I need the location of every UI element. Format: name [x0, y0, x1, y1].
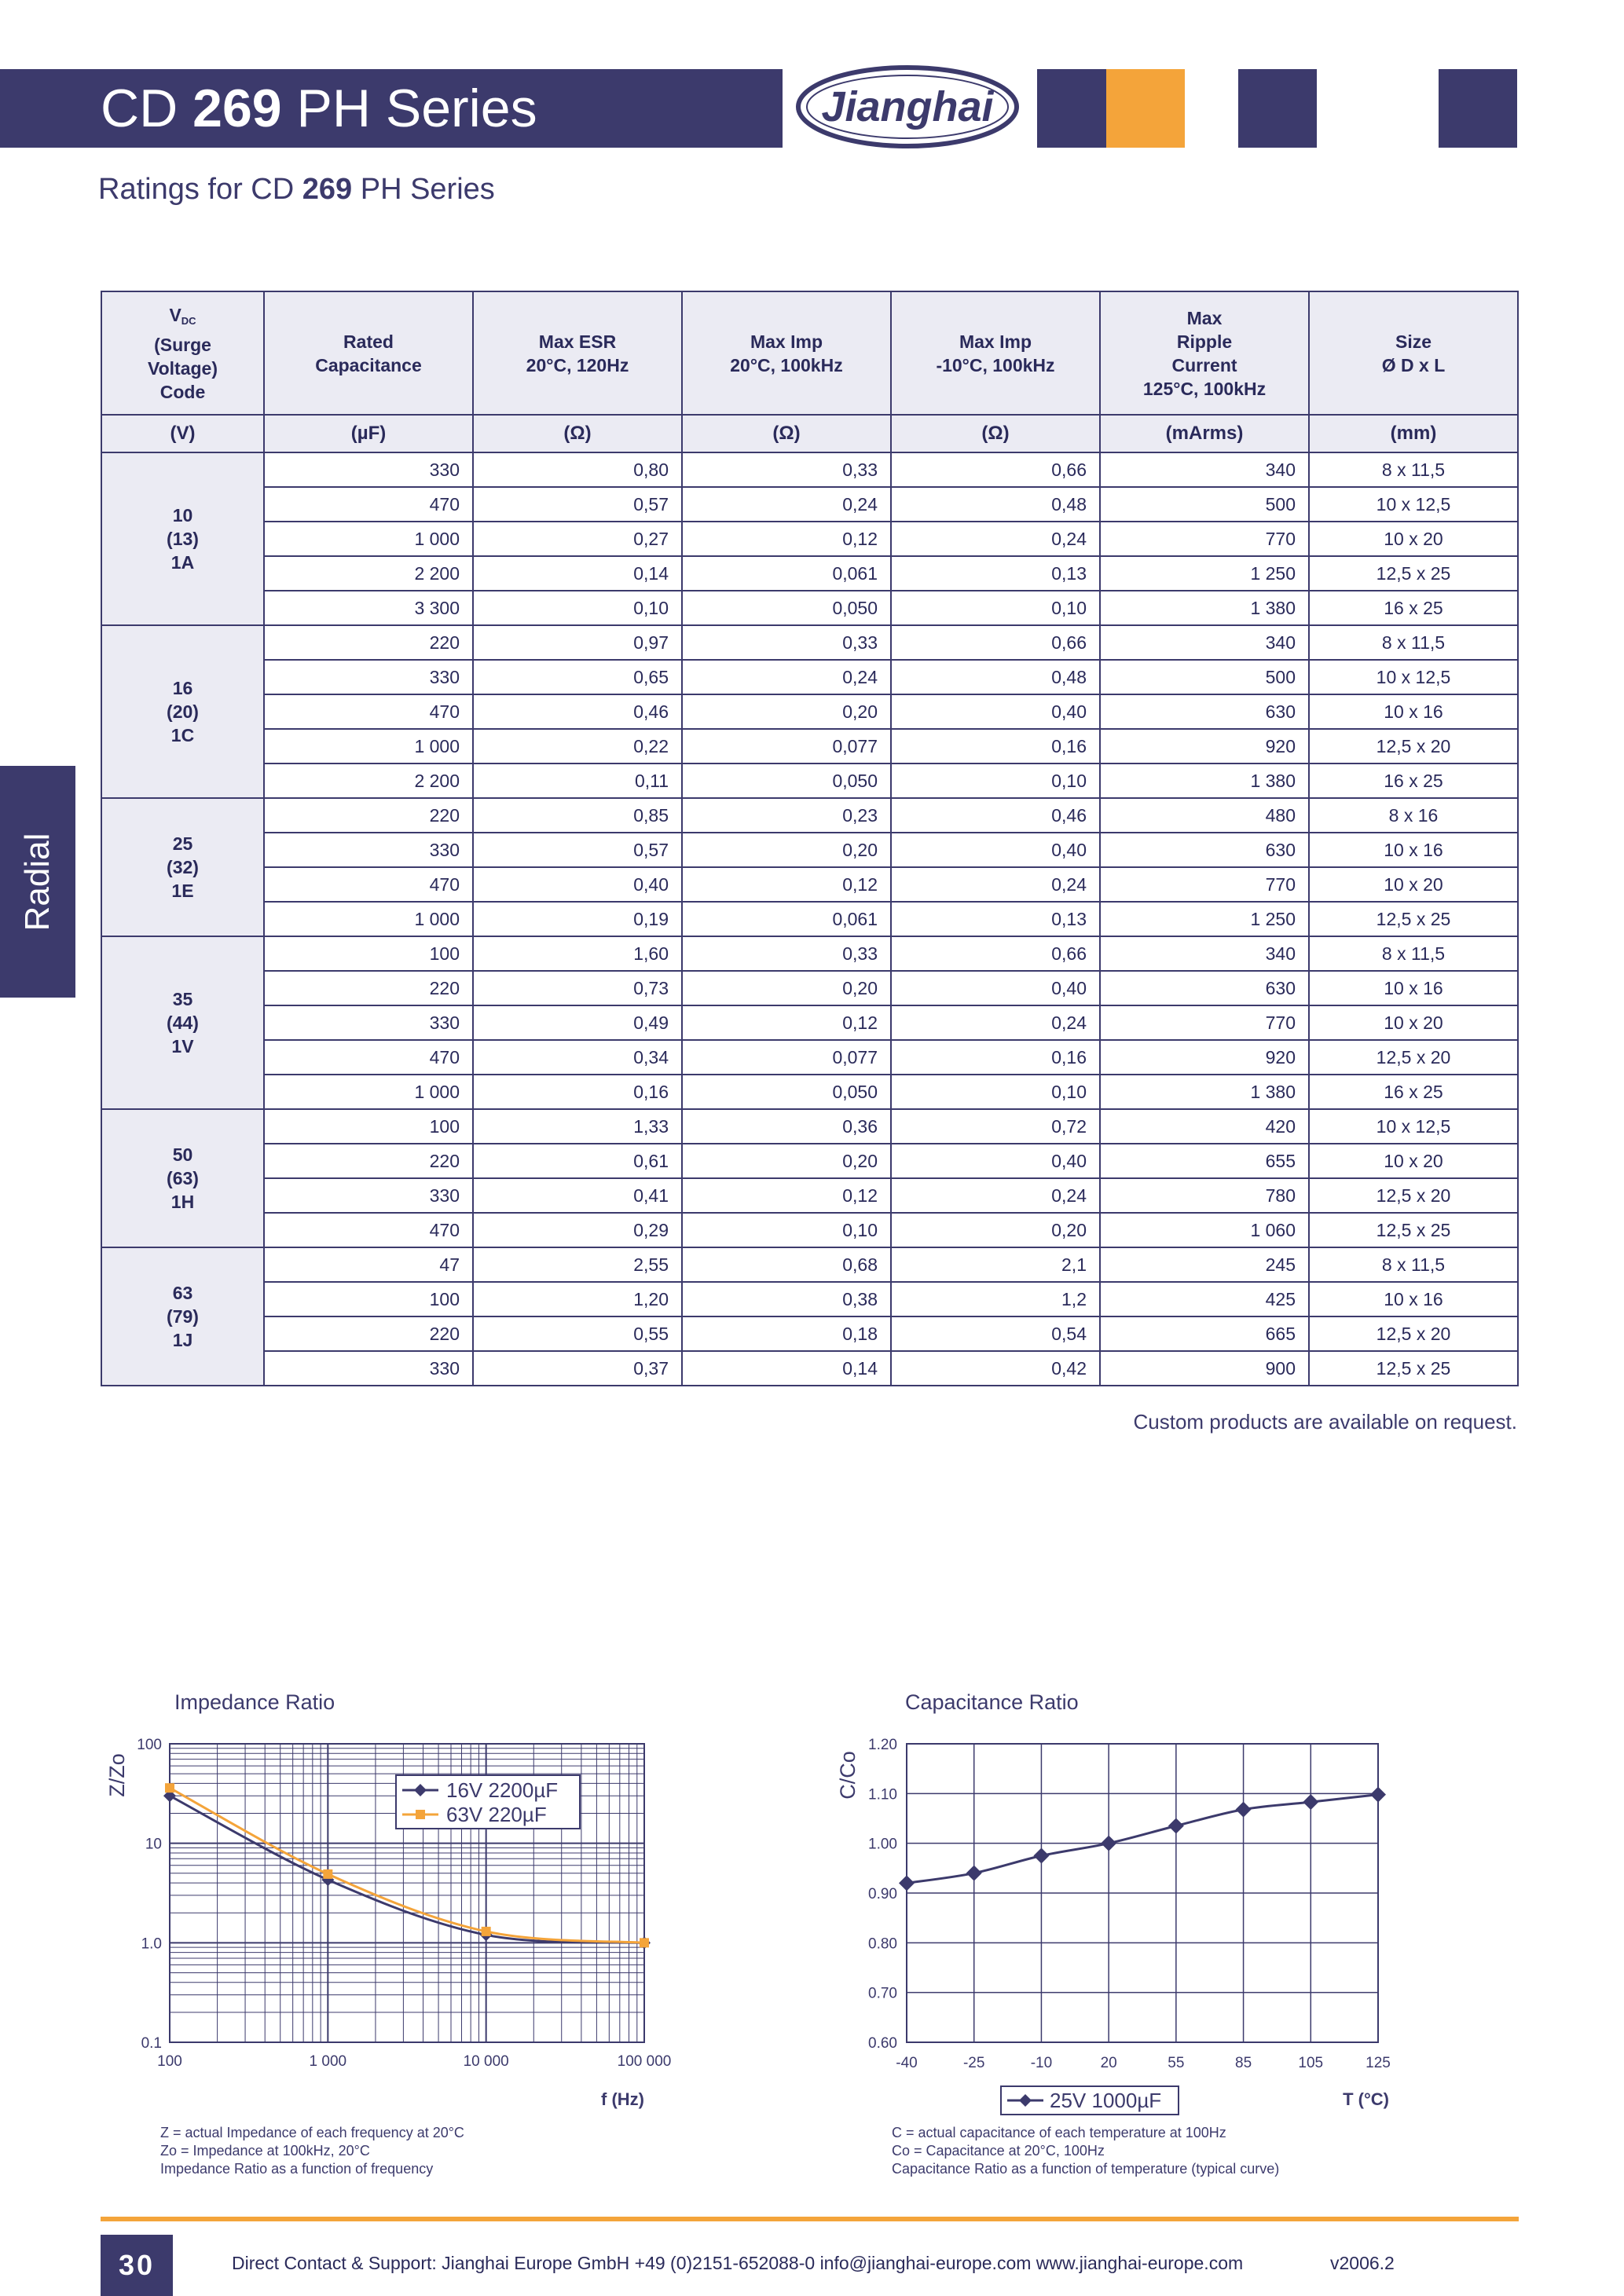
table-cell: 3 300: [264, 591, 473, 625]
table-cell: 1 250: [1100, 902, 1309, 936]
table-cell: 0,10: [682, 1213, 891, 1247]
impedance-notes: [160, 2124, 464, 2178]
table-cell: 1 380: [1100, 1075, 1309, 1109]
y-axis-label: Z/Zo: [105, 1753, 129, 1797]
capacitance-notes: [892, 2124, 1279, 2178]
table-cell: 340: [1100, 625, 1309, 660]
table-cell: 100: [264, 936, 473, 971]
table-cell: 0,10: [891, 764, 1100, 798]
data-point: [482, 1927, 491, 1936]
table-cell: 630: [1100, 694, 1309, 729]
table-cell: 630: [1100, 833, 1309, 867]
table-cell: 0,40: [473, 867, 682, 902]
table-cell: 0,66: [891, 625, 1100, 660]
note-line: Zo = Impedance at 100kHz, 20°C: [160, 2143, 370, 2159]
table-cell: 1 380: [1100, 591, 1309, 625]
unit-header: (Ω): [891, 415, 1100, 452]
table-cell: 1,60: [473, 936, 682, 971]
table-cell: 0,20: [682, 971, 891, 1005]
table-cell: 10 x 16: [1309, 694, 1518, 729]
legend-label: 63V 220µF: [446, 1803, 547, 1826]
table-cell: 0,050: [682, 764, 891, 798]
table-cell: 0,24: [891, 867, 1100, 902]
table-cell: 10 x 16: [1309, 971, 1518, 1005]
y-tick-label: 10: [145, 1836, 162, 1853]
ratings-table: [101, 291, 1519, 1386]
table-cell: 0,24: [891, 522, 1100, 556]
table-cell: 340: [1100, 452, 1309, 487]
table-row: [101, 1075, 1518, 1109]
table-cell: 0,14: [682, 1351, 891, 1386]
table-cell: 0,40: [891, 971, 1100, 1005]
table-cell: 0,13: [891, 902, 1100, 936]
impedance-chart-title: Impedance Ratio: [174, 1690, 335, 1714]
table-row: [101, 1178, 1518, 1213]
table-cell: 330: [264, 833, 473, 867]
data-point: [323, 1869, 332, 1879]
table-cell: 8 x 11,5: [1309, 936, 1518, 971]
table-cell: 770: [1100, 522, 1309, 556]
voltage-code: 1H: [170, 1192, 195, 1212]
table-cell: 10 x 20: [1309, 1005, 1518, 1040]
table-cell: 655: [1100, 1144, 1309, 1178]
table-cell: 0,20: [682, 833, 891, 867]
table-cell: 470: [264, 1213, 473, 1247]
voltage-v: 50: [172, 1144, 193, 1165]
footer-contact: Direct Contact & Support: Jianghai Europe GmbH +49 (0)2151-652088-0 info@jianghai-europe.com www.jianghai-europe.com: [232, 2253, 1244, 2273]
header-col-4: Max Imp -10°C, 100kHz: [891, 291, 1100, 415]
legend-marker: [416, 1810, 425, 1819]
table-cell: 12,5 x 20: [1309, 729, 1518, 764]
table-cell: 10 x 12,5: [1309, 1109, 1518, 1144]
table-cell: 0,72: [891, 1109, 1100, 1144]
table-cell: 8 x 16: [1309, 798, 1518, 833]
unit-header: (mm): [1309, 415, 1518, 452]
table-cell: 0,19: [473, 902, 682, 936]
table-row: [101, 591, 1518, 625]
table-cell: 16 x 25: [1309, 1075, 1518, 1109]
voltage-code: 1C: [170, 725, 195, 745]
table-cell: 0,14: [473, 556, 682, 591]
table-row: [101, 1005, 1518, 1040]
table-row: [101, 729, 1518, 764]
table-cell: 0,10: [891, 1075, 1100, 1109]
table-cell: 8 x 11,5: [1309, 452, 1518, 487]
table-cell: 12,5 x 25: [1309, 1351, 1518, 1386]
table-cell: 12,5 x 20: [1309, 1178, 1518, 1213]
table-cell: 1 000: [264, 729, 473, 764]
header-voltage: $V_{DC}$ (Surge Voltage) Code: [101, 291, 264, 415]
table-cell: 330: [264, 1351, 473, 1386]
table-cell: 330: [264, 660, 473, 694]
table-cell: 0,061: [682, 556, 891, 591]
table-cell: 0,66: [891, 452, 1100, 487]
table-cell: 0,85: [473, 798, 682, 833]
table-cell: 0,077: [682, 729, 891, 764]
table-cell: 1 380: [1100, 764, 1309, 798]
header-square-3: [1238, 69, 1317, 148]
table-cell: 220: [264, 798, 473, 833]
table-cell: 0,38: [682, 1282, 891, 1316]
table-cell: 0,41: [473, 1178, 682, 1213]
table-cell: 0,24: [891, 1178, 1100, 1213]
capacitance-chart-title: Capacitance Ratio: [905, 1690, 1079, 1714]
logo-text: Jianghai: [821, 83, 994, 130]
table-cell: 0,33: [682, 452, 891, 487]
table-cell: 1,33: [473, 1109, 682, 1144]
table-cell: 0,68: [682, 1247, 891, 1282]
table-cell: 0,16: [891, 729, 1100, 764]
note-line: Z = actual Impedance of each frequency at 20°C: [160, 2125, 464, 2140]
table-row: [101, 867, 1518, 902]
table-cell: 0,33: [682, 936, 891, 971]
table-row: [101, 1247, 1518, 1282]
note-line: Impedance Ratio as a function of frequency: [160, 2161, 434, 2177]
table-cell: 10 x 20: [1309, 1144, 1518, 1178]
x-axis-label: T (°C): [1343, 2089, 1389, 2109]
voltage-code: 1V: [171, 1036, 194, 1056]
y-tick-label: 1.0: [141, 1935, 162, 1953]
table-cell: 0,40: [891, 694, 1100, 729]
table-row: [101, 764, 1518, 798]
table-cell: 470: [264, 1040, 473, 1075]
table-cell: 0,20: [682, 1144, 891, 1178]
table-cell: 1,2: [891, 1282, 1100, 1316]
table-cell: 420: [1100, 1109, 1309, 1144]
table-cell: 500: [1100, 660, 1309, 694]
table-header-row: [101, 291, 1518, 415]
table-row: [101, 1282, 1518, 1316]
table-cell: 0,22: [473, 729, 682, 764]
side-tab-radial: Radial: [0, 766, 75, 998]
table-cell: 0,24: [682, 487, 891, 522]
voltage-v: 25: [172, 833, 193, 854]
voltage-code: 1A: [170, 552, 195, 573]
y-tick-label: 1.10: [868, 1786, 897, 1803]
unit-header: (V): [101, 415, 264, 452]
table-body: [101, 452, 1518, 1386]
x-tick-label: 125: [1366, 2055, 1391, 2071]
y-tick-label: 0.60: [868, 2035, 897, 2052]
table-cell: 100: [264, 1282, 473, 1316]
table-cell: 220: [264, 971, 473, 1005]
table-row: [101, 1144, 1518, 1178]
x-tick-label: -25: [962, 2055, 985, 2071]
table-cell: 8 x 11,5: [1309, 625, 1518, 660]
table-cell: 500: [1100, 487, 1309, 522]
table-cell: 0,24: [682, 660, 891, 694]
voltage-v: 63: [172, 1283, 193, 1303]
table-cell: 0,077: [682, 1040, 891, 1075]
table-cell: 0,54: [891, 1316, 1100, 1351]
table-cell: 2,1: [891, 1247, 1100, 1282]
table-cell: 1,20: [473, 1282, 682, 1316]
table-cell: 0,46: [891, 798, 1100, 833]
table-row: [101, 487, 1518, 522]
y-tick-label: 1.00: [868, 1836, 897, 1853]
table-cell: 780: [1100, 1178, 1309, 1213]
table-cell: 0,61: [473, 1144, 682, 1178]
footer-divider: [101, 2217, 1519, 2221]
table-cell: 0,23: [682, 798, 891, 833]
table-cell: 0,12: [682, 1005, 891, 1040]
y-axis-label: C/Co: [836, 1751, 860, 1800]
table-row: [101, 660, 1518, 694]
unit-header: (Ω): [473, 415, 682, 452]
table-row: [101, 694, 1518, 729]
voltage-v: 16: [172, 678, 193, 698]
table-cell: 12,5 x 20: [1309, 1040, 1518, 1075]
table-cell: 0,65: [473, 660, 682, 694]
page-number: 30: [101, 2235, 173, 2296]
table-cell: 0,57: [473, 487, 682, 522]
x-tick-label: 1 000: [309, 2053, 347, 2070]
table-cell: 0,20: [891, 1213, 1100, 1247]
table-cell: 470: [264, 867, 473, 902]
table-cell: 220: [264, 625, 473, 660]
section-subtitle: Ratings for CD 269 PH Series: [98, 173, 495, 206]
table-cell: 220: [264, 1144, 473, 1178]
capacitance-ratio-chart: [833, 1720, 1414, 2129]
header-square-1: [1037, 69, 1116, 148]
table-cell: 0,20: [682, 694, 891, 729]
impedance-ratio-chart: [94, 1720, 676, 2129]
unit-header: (Ω): [682, 415, 891, 452]
table-cell: 330: [264, 1178, 473, 1213]
table-cell: 0,97: [473, 625, 682, 660]
header-col-6: Size Ø D x L: [1309, 291, 1518, 415]
x-tick-label: 100 000: [617, 2053, 672, 2070]
table-cell: 10 x 20: [1309, 867, 1518, 902]
table-cell: 12,5 x 25: [1309, 902, 1518, 936]
table-cell: 10 x 12,5: [1309, 487, 1518, 522]
table-cell: 770: [1100, 1005, 1309, 1040]
legend-label: 16V 2200µF: [446, 1778, 559, 1802]
table-cell: 0,57: [473, 833, 682, 867]
table-row: [101, 833, 1518, 867]
table-cell: 1 000: [264, 902, 473, 936]
table-cell: 10 x 20: [1309, 522, 1518, 556]
table-cell: 10 x 12,5: [1309, 660, 1518, 694]
unit-header: (µF): [264, 415, 473, 452]
table-cell: 2 200: [264, 764, 473, 798]
header-col-2: Max ESR 20°C, 120Hz: [473, 291, 682, 415]
table-cell: 340: [1100, 936, 1309, 971]
table-cell: 0,33: [682, 625, 891, 660]
voltage-surge: (79): [167, 1306, 199, 1327]
table-cell: 480: [1100, 798, 1309, 833]
table-cell: 0,061: [682, 902, 891, 936]
table-cell: 0,55: [473, 1316, 682, 1351]
table-cell: 0,12: [682, 867, 891, 902]
table-cell: 1 000: [264, 522, 473, 556]
voltage-v: 35: [172, 989, 193, 1009]
table-cell: 12,5 x 25: [1309, 1213, 1518, 1247]
table-cell: 0,36: [682, 1109, 891, 1144]
data-point: [640, 1938, 649, 1947]
table-units-row: [101, 415, 1518, 452]
voltage-surge: (63): [167, 1168, 199, 1188]
header-col-5: Max Ripple Current 125°C, 100kHz: [1100, 291, 1309, 415]
x-tick-label: 10 000: [463, 2053, 509, 2070]
x-tick-label: 100: [157, 2053, 182, 2070]
voltage-group-cell: [101, 1247, 264, 1386]
table-row: [101, 625, 1518, 660]
table-row: [101, 798, 1518, 833]
table-cell: 0,66: [891, 936, 1100, 971]
voltage-group-cell: [101, 452, 264, 625]
note-line: Capacitance Ratio as a function of temperature (typical curve): [892, 2161, 1280, 2177]
note-line: Co = Capacitance at 20°C, 100Hz: [892, 2143, 1105, 2159]
x-axis-label: f (Hz): [601, 2089, 644, 2109]
x-tick-label: -40: [896, 2055, 918, 2071]
table-cell: 0,10: [891, 591, 1100, 625]
voltage-surge: (32): [167, 857, 199, 877]
table-cell: 0,73: [473, 971, 682, 1005]
voltage-group-cell: [101, 936, 264, 1109]
x-tick-label: 55: [1168, 2055, 1185, 2071]
table-cell: 0,050: [682, 1075, 891, 1109]
y-tick-label: 0.80: [868, 1935, 897, 1953]
table-cell: 0,12: [682, 1178, 891, 1213]
table-cell: 10 x 16: [1309, 1282, 1518, 1316]
table-cell: 0,12: [682, 522, 891, 556]
legend-label: 25V 1000µF: [1050, 2089, 1162, 2112]
table-cell: 470: [264, 694, 473, 729]
table-cell: 920: [1100, 1040, 1309, 1075]
voltage-v: 10: [172, 505, 193, 525]
page-title: CD 269 PH Series: [101, 79, 537, 138]
voltage-surge: (20): [167, 701, 199, 722]
table-cell: 0,18: [682, 1316, 891, 1351]
table-cell: 0,40: [891, 833, 1100, 867]
header-square-2: [1106, 69, 1185, 148]
y-tick-label: 100: [137, 1737, 162, 1753]
table-row: [101, 1316, 1518, 1351]
table-cell: 0,34: [473, 1040, 682, 1075]
jianghai-logo: [794, 63, 1021, 151]
table-cell: 1 250: [1100, 556, 1309, 591]
table-cell: 16 x 25: [1309, 591, 1518, 625]
note-line: C = actual capacitance of each temperature at 100Hz: [892, 2125, 1226, 2140]
y-tick-label: 0.1: [141, 2035, 162, 2052]
table-cell: 0,42: [891, 1351, 1100, 1386]
table-cell: 2,55: [473, 1247, 682, 1282]
table-row: [101, 556, 1518, 591]
table-cell: 0,11: [473, 764, 682, 798]
table-cell: 220: [264, 1316, 473, 1351]
table-row: [101, 1213, 1518, 1247]
y-tick-label: 1.20: [868, 1737, 897, 1753]
table-cell: 0,27: [473, 522, 682, 556]
voltage-surge: (13): [167, 529, 199, 549]
table-cell: 920: [1100, 729, 1309, 764]
data-point: [165, 1783, 174, 1792]
table-cell: 16 x 25: [1309, 764, 1518, 798]
voltage-group-cell: [101, 625, 264, 798]
table-cell: 330: [264, 1005, 473, 1040]
custom-products-note: Custom products are available on request.: [1133, 1410, 1517, 1434]
voltage-group-cell: [101, 798, 264, 936]
table-cell: 665: [1100, 1316, 1309, 1351]
header-square-4: [1439, 69, 1517, 148]
unit-header: (mArms): [1100, 415, 1309, 452]
x-tick-label: 85: [1235, 2055, 1252, 2071]
header-col-1: Rated Capacitance: [264, 291, 473, 415]
table-cell: 2 200: [264, 556, 473, 591]
voltage-code: 1J: [172, 1330, 193, 1350]
table-row: [101, 936, 1518, 971]
x-tick-label: 105: [1298, 2055, 1324, 2071]
table-cell: 0,16: [473, 1075, 682, 1109]
voltage-code: 1E: [171, 881, 194, 901]
table-cell: 0,49: [473, 1005, 682, 1040]
y-tick-label: 0.70: [868, 1985, 897, 2002]
header-col-3: Max Imp 20°C, 100kHz: [682, 291, 891, 415]
table-cell: 0,13: [891, 556, 1100, 591]
table-row: [101, 1351, 1518, 1386]
table-cell: 425: [1100, 1282, 1309, 1316]
table-cell: 12,5 x 20: [1309, 1316, 1518, 1351]
x-tick-label: 20: [1100, 2055, 1117, 2071]
table-cell: 8 x 11,5: [1309, 1247, 1518, 1282]
table-cell: 900: [1100, 1351, 1309, 1386]
table-row: [101, 1040, 1518, 1075]
voltage-group-cell: [101, 1109, 264, 1247]
table-cell: 100: [264, 1109, 473, 1144]
table-cell: 0,10: [473, 591, 682, 625]
table-cell: 0,46: [473, 694, 682, 729]
table-cell: 1 060: [1100, 1213, 1309, 1247]
x-tick-label: -10: [1030, 2055, 1053, 2071]
table-cell: 0,80: [473, 452, 682, 487]
table-cell: 10 x 16: [1309, 833, 1518, 867]
table-cell: 0,37: [473, 1351, 682, 1386]
table-row: [101, 1109, 1518, 1144]
table-cell: 0,16: [891, 1040, 1100, 1075]
table-cell: 47: [264, 1247, 473, 1282]
table-row: [101, 452, 1518, 487]
table-cell: 245: [1100, 1247, 1309, 1282]
table-cell: 0,29: [473, 1213, 682, 1247]
table-cell: 12,5 x 25: [1309, 556, 1518, 591]
table-cell: 0,48: [891, 660, 1100, 694]
y-tick-label: 0.90: [868, 1886, 897, 1902]
table-cell: 1 000: [264, 1075, 473, 1109]
table-cell: 330: [264, 452, 473, 487]
table-cell: 0,24: [891, 1005, 1100, 1040]
table-cell: 0,48: [891, 487, 1100, 522]
table-cell: 0,40: [891, 1144, 1100, 1178]
table-cell: 0,050: [682, 591, 891, 625]
table-row: [101, 902, 1518, 936]
table-cell: 630: [1100, 971, 1309, 1005]
table-cell: 770: [1100, 867, 1309, 902]
voltage-surge: (44): [167, 1013, 199, 1033]
table-row: [101, 522, 1518, 556]
table-row: [101, 971, 1518, 1005]
footer-version: v2006.2: [1330, 2253, 1395, 2273]
table-cell: 470: [264, 487, 473, 522]
